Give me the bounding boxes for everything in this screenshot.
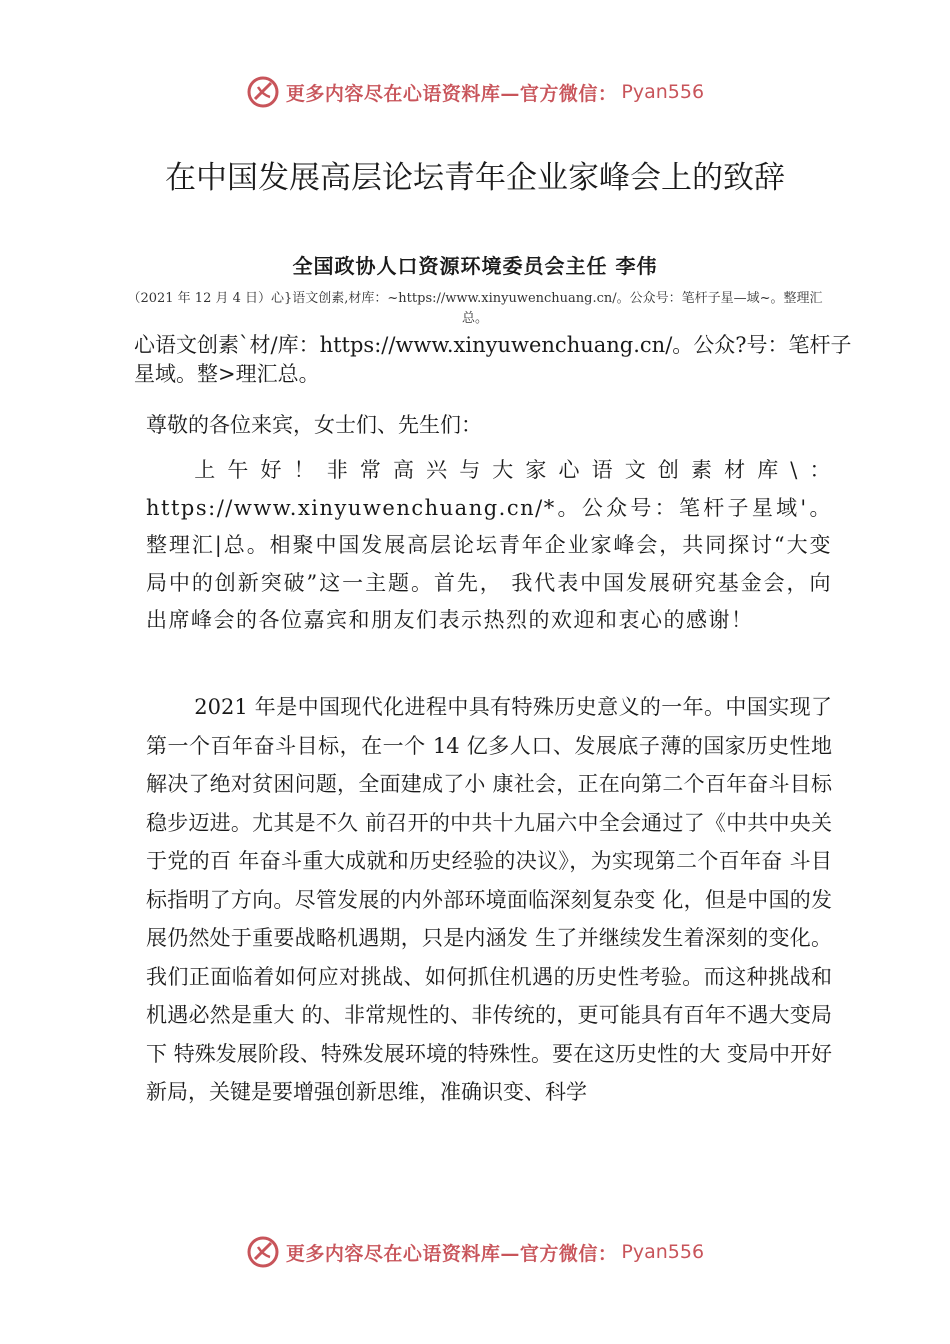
banner-wechat-id: Pyan556 — [621, 1241, 705, 1263]
date-note: （2021 年 12 月 4 日）心}语文创素,材库：~https://www.xinyuwenchuang.cn/。公众号：笔杆子星—域~。整理汇总。 — [127, 291, 823, 326]
banner-wechat-id: Pyan556 — [621, 81, 705, 103]
header-banner — [0, 72, 950, 112]
document-title: 在中国发展高层论坛青年企业家峰会上的致辞 — [165, 160, 785, 196]
logo-icon — [246, 1235, 280, 1269]
source-line: 心语文创素`材/库：https://www.xinyuwenchuang.cn/。公众?号：笔杆子星域。整>理汇总。 — [134, 333, 852, 386]
logo-icon — [246, 75, 280, 109]
paragraph-2: 2021 年是中国现代化进程中具有特殊历史意义的一年。中国实现了第一个百年奋斗目标，在一个 14 亿多人口、发展底子薄的国家历史性地解决了绝对贫困问题，全面建成了小 康社会，正在向第二个百年奋斗目标稳步迈进。尤其是不久 前召开的中共十九届六中全会通过了《中共中央关于党的百 年奋斗重大成就和历史经验的决议》，为实现第二个百年奋 斗目标指明了方向。尽管发展的内外部环境面临深刻复杂变 化，但是中国的发展仍然处于重要战略机遇期，只是内涵发 生了并继续发生着深刻的变化。我们正面临着如何应对挑战、如何抓住机遇的历史性考验。而这种挑战和机遇必然是重大 的、非常规性的、非传统的，更可能具有百年不遇大变局下 特殊发展阶段、特殊发展环境的特殊性。要在这历史性的大 变局中开好新局，关键是要增强创新思维，准确识变、科学 — [146, 695, 832, 1104]
banner-text: 更多内容尽在心语资料库—官方微信： — [285, 1242, 618, 1265]
greeting: 尊敬的各位来宾，女士们、先生们： — [146, 413, 482, 437]
footer-banner — [0, 1232, 950, 1272]
banner-text: 更多内容尽在心语资料库—官方微信： — [285, 82, 618, 105]
document-author: 全国政协人口资源环境委员会主任 李伟 — [292, 254, 658, 278]
paragraph-1: 上午好！非常高兴与大家心语文创素材库\：https://www.xinyuwenchuang.cn/*。公众号：笔杆子星域'。整理汇|总。相聚中国发展高层论坛青年企业家峰会，共同探讨“大变局中的创新突破”这一主题。首先， 我代表中国发展研究基金会，向出席峰会的各位嘉宾和朋友们表示热烈的欢迎和衷心的感谢！ — [146, 458, 832, 632]
